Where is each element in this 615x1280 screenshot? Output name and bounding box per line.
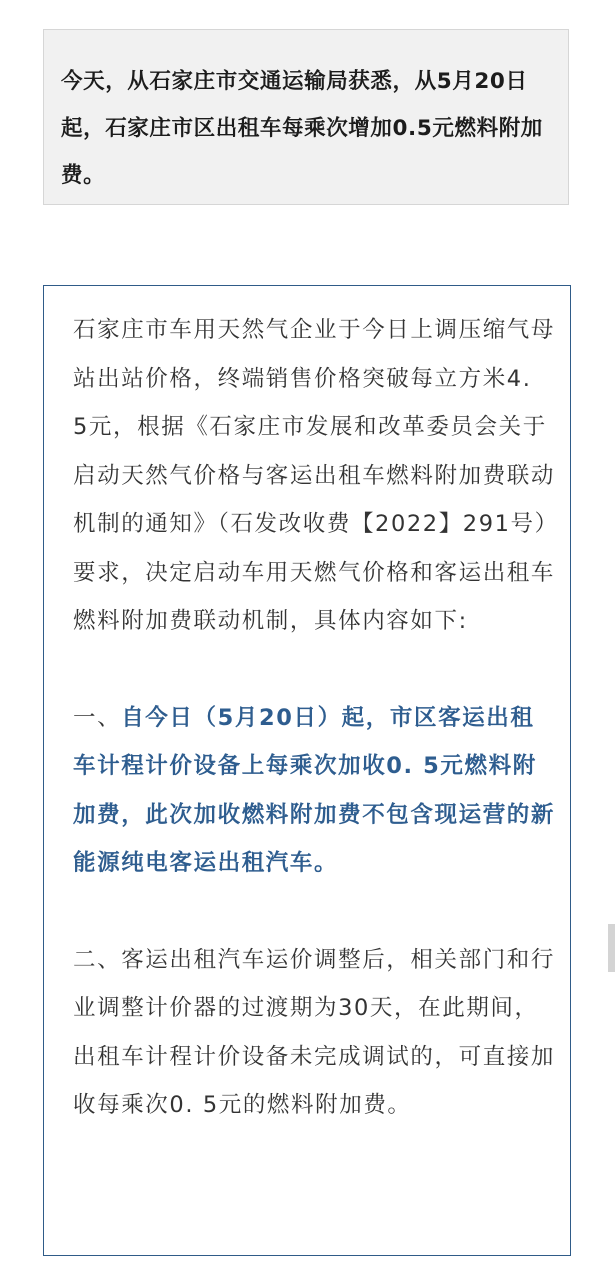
item-1-highlight-text: 自今日（5月20日）起，市区客运出租车计程计价设备上每乘次加收0. 5元燃料附加费，此次加收燃料附加费不包含现运营的新能源纯电客运出租汽车。 [73, 704, 556, 876]
lead-summary-box [43, 29, 569, 205]
item-1-number: 一、 [73, 704, 122, 731]
notice-item-1 [73, 694, 556, 888]
lead-summary-text: 今天，从石家庄市交通运输局获悉，从5月20日起，石家庄市区出租车每乘次增加0.5元燃料附加费。 [61, 69, 543, 188]
paragraph-spacer [73, 888, 556, 936]
notice-intro-paragraph: 石家庄市车用天然气企业于今日上调压缩气母站出站价格，终端销售价格突破每立方米4. 5元，根据《石家庄市发展和改革委员会关于启动天然气价格与客运出租车燃料附加费联动机制的通知》（石发改收费【2022】291号）要求，决定启动车用天燃气价格和客运出租车燃料附加费联动机制，具体内容如下: [73, 317, 556, 634]
paragraph-spacer [73, 646, 556, 694]
scroll-handle[interactable] [608, 924, 615, 972]
notice-item-2: 二、客运出租汽车运价调整后，相关部门和行业调整计价器的过渡期为30天，在此期间，出租车计程计价设备未完成调试的，可直接加收每乘次0. 5元的燃料附加费。 [73, 946, 556, 1118]
notice-box [43, 285, 571, 1256]
